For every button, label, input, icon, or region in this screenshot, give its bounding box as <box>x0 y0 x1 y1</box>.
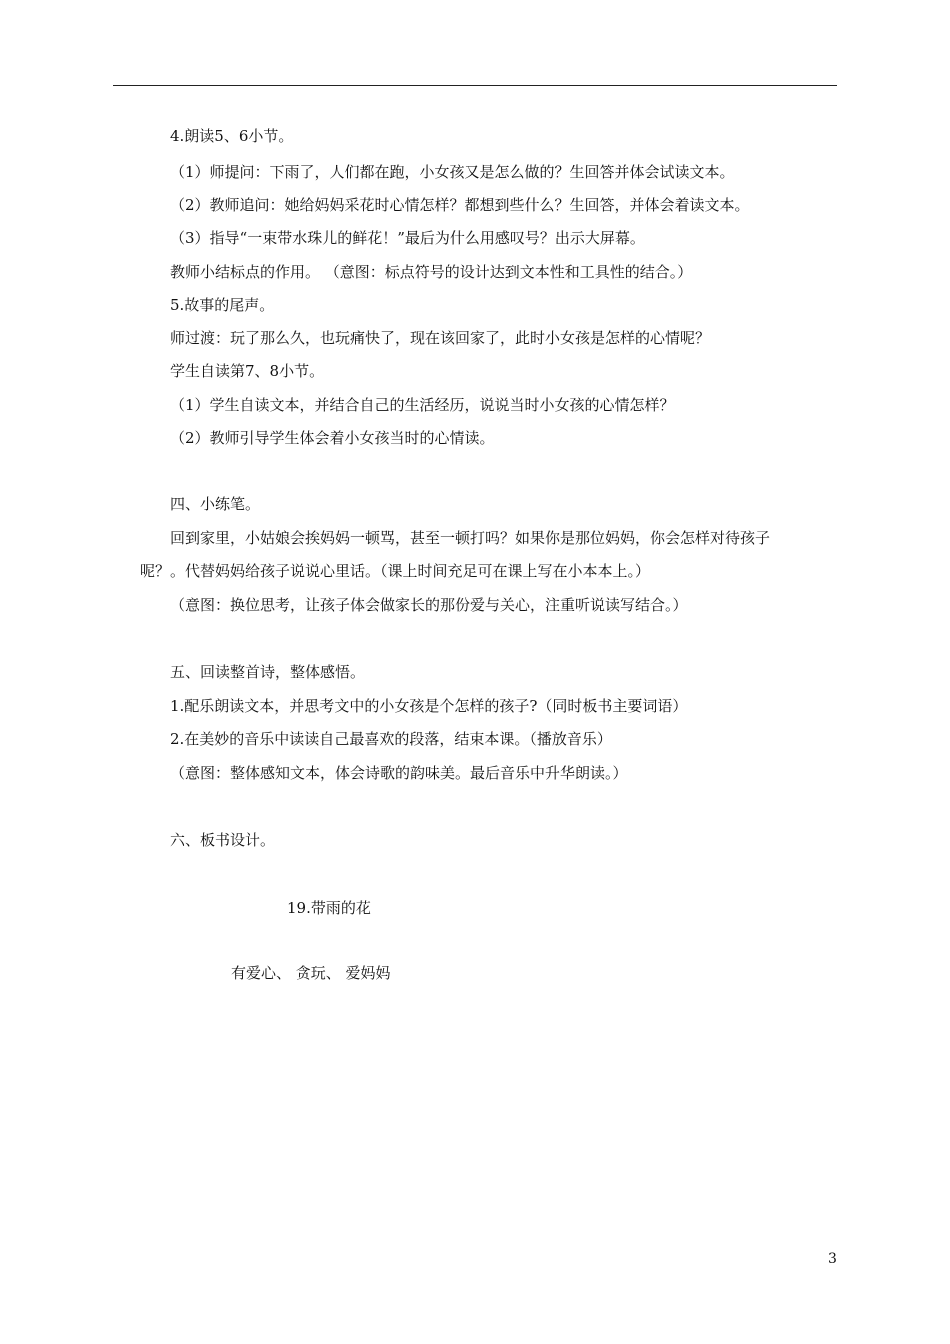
step-5-heading: 5.故事的尾声。 <box>170 296 275 314</box>
blackboard-title: 19.带雨的花 <box>287 899 371 917</box>
section-5-intent: （意图：整体感知文本，体会诗歌的韵味美。最后音乐中升华朗读。） <box>170 764 628 782</box>
header-rule <box>113 85 837 86</box>
student-reading: 学生自读第7、8小节。 <box>170 362 325 380</box>
writing-prompt-line-1: 回到家里，小姑娘会挨妈妈一顿骂，甚至一顿打吗？如果你是那位妈妈，你会怎样对待孩子 <box>170 529 771 547</box>
section-5-heading: 五、回读整首诗，整体感悟。 <box>170 663 366 681</box>
step-5-item-2: （2）教师引导学生体会着小女孩当时的心情读。 <box>170 429 495 447</box>
teacher-transition: 师过渡：玩了那么久，也玩痛快了，现在该回家了，此时小女孩是怎样的心情呢？ <box>170 329 711 347</box>
writing-prompt-line-2: 呢？。代替妈妈给孩子说说心里话。（课上时间充足可在课上写在小本本上。） <box>140 562 651 580</box>
section-5-item-2: 2.在美妙的音乐中读读自己最喜欢的段落，结束本课。（播放音乐） <box>170 730 612 748</box>
page-number: 3 <box>828 1251 837 1267</box>
step-4-item-2: （2）教师追问：她给妈妈采花时心情怎样？都想到些什么？生回答，并体会着读文本。 <box>170 196 750 214</box>
section-5-item-1: 1.配乐朗读文本，并思考文中的小女孩是个怎样的孩子?（同时板书主要词语） <box>170 697 688 715</box>
step-4-item-3: （3）指导“一束带水珠儿的鲜花！”最后为什么用感叹号？出示大屏幕。 <box>170 229 645 247</box>
step-4-item-1: （1）师提问：下雨了，人们都在跑，小女孩又是怎么做的？生回答并体会试读文本。 <box>170 163 735 181</box>
writing-intent: （意图：换位思考，让孩子体会做家长的那份爱与关心，注重听说读写结合。） <box>170 596 688 614</box>
section-6-heading: 六、板书设计。 <box>170 831 276 849</box>
section-4-heading: 四、小练笔。 <box>170 495 261 513</box>
step-5-item-1: （1）学生自读文本，并结合自己的生活经历，说说当时小女孩的心情怎样？ <box>170 396 675 414</box>
step-4-heading: 4.朗读5、6小节。 <box>170 127 294 145</box>
blackboard-keywords: 有爱心、 贪玩、 爱妈妈 <box>231 964 391 982</box>
teacher-summary: 教师小结标点的作用。 （意图：标点符号的设计达到文本性和工具性的结合。） <box>170 263 693 281</box>
